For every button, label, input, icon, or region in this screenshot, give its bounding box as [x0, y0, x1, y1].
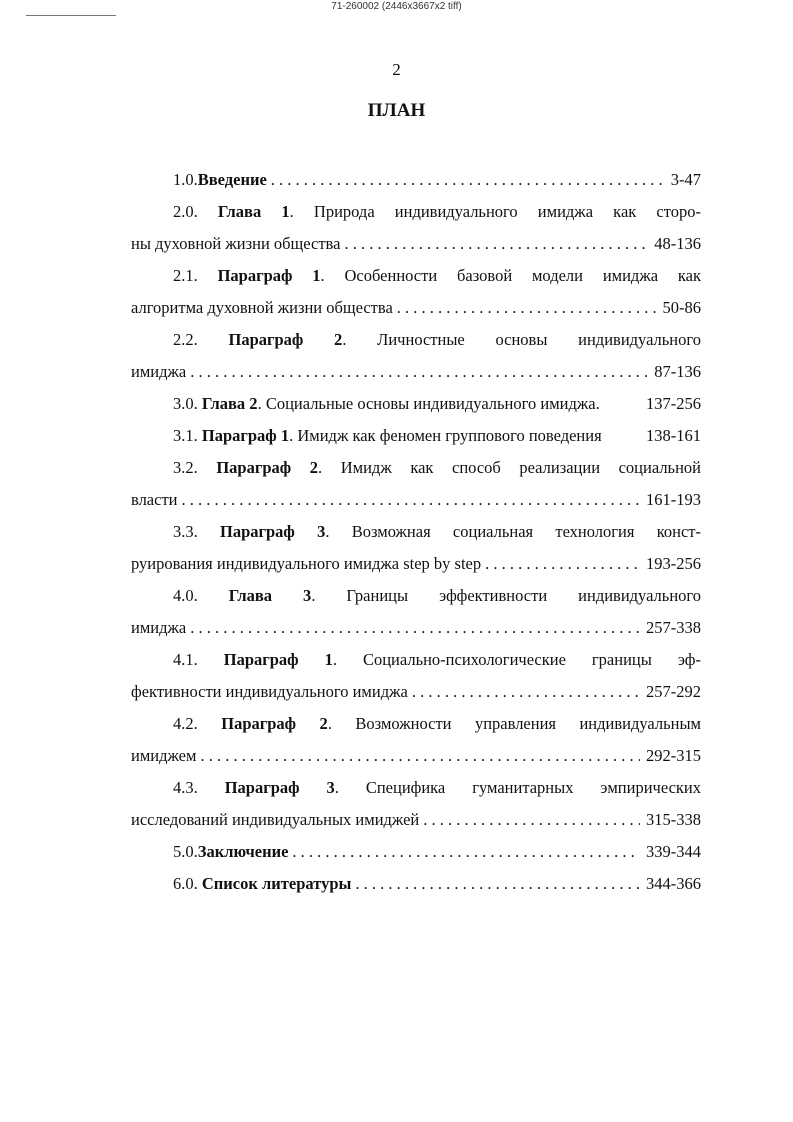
entry-label: Глава 2 — [201, 394, 258, 413]
toc-entry — [131, 196, 701, 260]
entry-title: . Имидж как феномен группового поведения — [289, 426, 602, 445]
toc-entry — [131, 644, 701, 708]
toc-entry-heading — [173, 388, 600, 420]
entry-title: . Природа индивидуального имиджа как сторо- — [289, 202, 701, 221]
toc-entry-heading — [173, 458, 701, 477]
toc-entry — [131, 388, 701, 420]
toc-entry-heading — [173, 650, 701, 669]
toc-entry — [131, 708, 701, 772]
toc-entry-heading — [173, 868, 351, 900]
toc-entry — [131, 452, 701, 516]
toc-entry-heading — [173, 836, 288, 868]
toc-entry-heading — [173, 420, 602, 452]
dot-leader — [397, 292, 657, 324]
entry-label: Заключение — [197, 842, 289, 861]
dot-leader — [423, 804, 640, 836]
entry-number: 1.0. — [173, 170, 198, 189]
entry-number: 3.0. — [173, 394, 202, 413]
entry-label: Введение — [197, 170, 267, 189]
entry-pages: 3-47 — [670, 170, 701, 189]
entry-pages: 137-256 — [646, 394, 701, 413]
entry-title-continued: имиджа — [131, 618, 187, 637]
dot-leader — [200, 740, 640, 772]
entry-pages: 87-136 — [654, 362, 701, 381]
entry-number: 6.0. — [173, 874, 202, 893]
entry-title-continued: исследований индивидуальных имиджей — [131, 810, 420, 829]
entry-title: . Имидж как способ реализации социальной — [318, 458, 701, 477]
entry-pages: 315-338 — [646, 810, 701, 829]
toc-entry — [131, 516, 701, 580]
entry-title-continued: фективности индивидуального имиджа — [131, 682, 408, 701]
entry-pages: 138-161 — [646, 426, 701, 445]
entry-pages: 257-292 — [646, 682, 701, 701]
scan-artifact-line — [26, 15, 116, 16]
toc-entry — [131, 260, 701, 324]
entry-pages: 292-315 — [646, 746, 701, 765]
toc-entry — [131, 164, 701, 196]
dot-leader — [190, 612, 640, 644]
entry-title-continued: имиджа — [131, 362, 187, 381]
toc-entry — [131, 324, 701, 388]
entry-title-continued: ны духовной жизни общества — [131, 234, 341, 253]
toc-entry — [131, 420, 701, 452]
page-number: 2 — [392, 60, 401, 79]
entry-label: Параграф 3 — [220, 522, 326, 541]
entry-number: 3.2. — [173, 458, 217, 477]
scan-header: 71-260002 (2446x3667x2 tiff) — [331, 1, 462, 12]
dot-leader — [190, 356, 648, 388]
dot-leader — [485, 548, 640, 580]
dot-leader — [182, 484, 641, 516]
entry-label: Параграф 1 — [217, 266, 321, 285]
entry-label: Параграф 3 — [224, 778, 335, 797]
entry-title: . Социально-психологические границы эф- — [332, 650, 701, 669]
entry-pages: 161-193 — [646, 490, 701, 509]
entry-title: . Возможности управления индивидуальным — [327, 714, 701, 733]
toc-entry-heading — [173, 714, 701, 733]
entry-label: Параграф 2 — [221, 714, 328, 733]
entry-number: 3.1. — [173, 426, 202, 445]
entry-label: Список литературы — [201, 874, 352, 893]
toc-entry — [131, 580, 701, 644]
entry-label: Параграф 2 — [228, 330, 343, 349]
entry-label: Параграф 1 — [223, 650, 333, 669]
entry-title: . Личностные основы индивидуального — [342, 330, 701, 349]
entry-pages: 257-338 — [646, 618, 701, 637]
dot-leader — [271, 164, 665, 196]
dot-leader — [355, 868, 640, 900]
toc-entry — [131, 772, 701, 836]
entry-title-continued: власти — [131, 490, 178, 509]
toc-entry-heading — [173, 778, 701, 797]
page-title: ПЛАН — [367, 100, 426, 121]
entry-pages: 50-86 — [662, 298, 701, 317]
entry-number: 2.1. — [173, 266, 218, 285]
entry-pages: 48-136 — [654, 234, 701, 253]
entry-number: 4.2. — [173, 714, 222, 733]
toc-entry-heading — [173, 330, 701, 349]
toc-entry-heading — [173, 522, 701, 541]
toc-entry — [131, 868, 701, 900]
entry-title: . Границы эффективности индивидуального — [311, 586, 702, 605]
dot-leader — [412, 676, 640, 708]
entry-number: 2.0. — [173, 202, 218, 221]
entry-title-continued: алгоритма духовной жизни общества — [131, 298, 393, 317]
entry-title: . Специфика гуманитарных эмпирических — [334, 778, 701, 797]
entry-number: 3.3. — [173, 522, 220, 541]
toc-entry — [131, 836, 701, 868]
toc-entry-heading — [173, 266, 701, 285]
entry-label: Параграф 2 — [216, 458, 319, 477]
entry-number: 4.3. — [173, 778, 225, 797]
entry-number: 4.0. — [173, 586, 229, 605]
entry-pages: 193-256 — [646, 554, 701, 573]
toc-entry-heading — [173, 202, 701, 221]
entry-pages: 339-344 — [646, 842, 701, 861]
dot-leader — [292, 836, 640, 868]
entry-label: Глава 3 — [228, 586, 312, 605]
entry-title-continued: руирования индивидуального имиджа step by step — [131, 554, 482, 573]
entry-number: 5.0. — [173, 842, 198, 861]
toc-entry-heading — [173, 586, 701, 605]
entry-label: Глава 1 — [217, 202, 290, 221]
entry-number: 4.1. — [173, 650, 224, 669]
entry-title-continued: имиджем — [131, 746, 197, 765]
entry-pages: 344-366 — [646, 874, 701, 893]
entry-title: . Социальные основы индивидуального имиджа. — [257, 394, 600, 413]
table-of-contents — [131, 164, 701, 900]
entry-number: 2.2. — [173, 330, 229, 349]
entry-title: . Особенности базовой модели имиджа как — [320, 266, 701, 285]
entry-title: . Возможная социальная технология конст- — [325, 522, 701, 541]
entry-label: Параграф 1 — [201, 426, 290, 445]
toc-entry-heading — [173, 164, 267, 196]
dot-leader — [344, 228, 648, 260]
